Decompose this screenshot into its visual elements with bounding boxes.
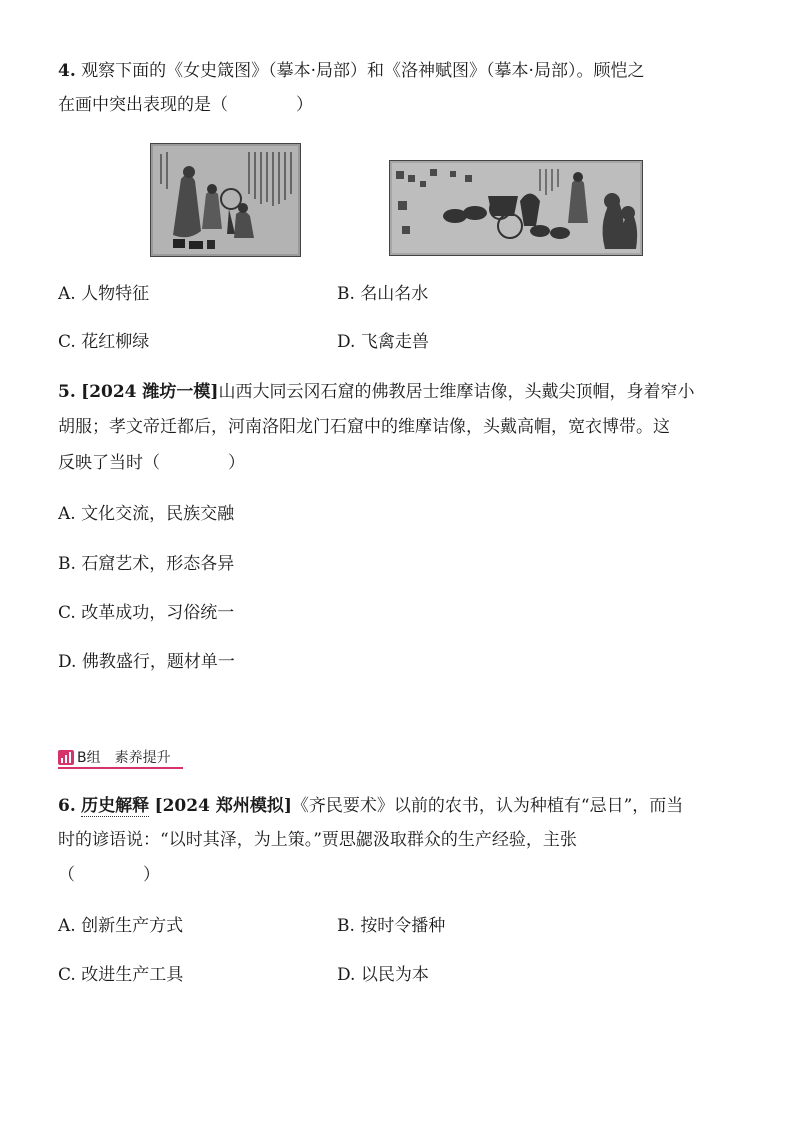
q4-stem-line1	[58, 60, 644, 82]
q5-number: 5.	[58, 382, 76, 402]
q6-source: [2024 郑州模拟]	[154, 796, 292, 816]
section-b-header	[58, 748, 179, 766]
option-text: 以民为本	[360, 965, 429, 985]
section-label: B组 素养提升	[77, 750, 171, 766]
option-text: 飞禽走兽	[360, 332, 429, 352]
option-text: 文化交流，民族交融	[81, 504, 235, 524]
q6-stem-text1: 《齐民要术》以前的农书，认为种植有“忌日”，而当	[291, 796, 684, 816]
option-letter: B.	[337, 916, 355, 936]
option-text: 名山名水	[360, 284, 429, 304]
q5-option-b[interactable]	[58, 553, 234, 575]
option-text: 按时令播种	[360, 916, 446, 936]
option-letter: D.	[337, 332, 356, 352]
luoshenfu-painting-image	[389, 160, 643, 256]
q5-option-a[interactable]	[58, 503, 234, 525]
option-letter: C.	[58, 603, 76, 623]
q4-option-c[interactable]	[58, 331, 149, 353]
section-underline	[58, 767, 183, 769]
option-letter: D.	[58, 652, 77, 672]
option-text: 花红柳绿	[81, 332, 150, 352]
option-letter: A.	[58, 284, 76, 304]
q5-stem-line1	[58, 381, 694, 403]
q6-number: 6.	[58, 796, 76, 816]
q6-tag: 历史解释	[81, 796, 150, 816]
q5-source: [2024 潍坊一模]	[81, 382, 219, 402]
option-text: 石窟艺术，形态各异	[81, 554, 235, 574]
q5-option-d[interactable]	[58, 651, 235, 673]
option-letter: B.	[337, 284, 355, 304]
q4-option-a[interactable]	[58, 283, 149, 305]
option-text: 改进生产工具	[81, 965, 184, 985]
q6-stem-line3: （ ）	[58, 865, 160, 885]
option-letter: B.	[58, 554, 76, 574]
q6-option-a[interactable]	[58, 915, 183, 937]
q6-option-c[interactable]	[58, 964, 183, 986]
option-text: 创新生产方式	[81, 916, 184, 936]
q6-stem-line2: 时的谚语说：“以时其泽，为上策。”贾思勰汲取群众的生产经验，主张	[58, 830, 577, 850]
option-text: 佛教盛行，题材单一	[81, 652, 235, 672]
option-text: 人物特征	[81, 284, 150, 304]
option-letter: C.	[58, 332, 76, 352]
q5-option-c[interactable]	[58, 602, 234, 624]
option-text: 改革成功，习俗统一	[81, 603, 235, 623]
option-letter: A.	[58, 916, 76, 936]
q5-stem-line3: 反映了当时（ ）	[58, 453, 245, 473]
q6-stem-line1	[58, 795, 683, 817]
option-letter: D.	[337, 965, 356, 985]
q6-option-d[interactable]	[337, 964, 429, 986]
q4-option-b[interactable]	[337, 283, 428, 305]
q4-number: 4.	[58, 61, 76, 81]
q5-stem-text1: 山西大同云冈石窟的佛教居士维摩诘像，头戴尖顶帽，身着窄小	[218, 382, 695, 402]
q6-option-b[interactable]	[337, 915, 445, 937]
q4-stem-line2: 在画中突出表现的是（ ）	[58, 95, 313, 115]
option-letter: C.	[58, 965, 76, 985]
q4-option-d[interactable]	[337, 331, 429, 353]
q4-stem-text1: 观察下面的《女史箴图》（摹本·局部）和《洛神赋图》（摹本·局部）。顾恺之	[81, 61, 645, 81]
q5-stem-line2: 胡服；孝文帝迁都后，河南洛阳龙门石窟中的维摩诘像，头戴高帽，宽衣博带。这	[58, 417, 670, 437]
option-letter: A.	[58, 504, 76, 524]
nvshizhen-painting-image	[150, 143, 301, 257]
bar-chart-icon	[58, 750, 74, 765]
